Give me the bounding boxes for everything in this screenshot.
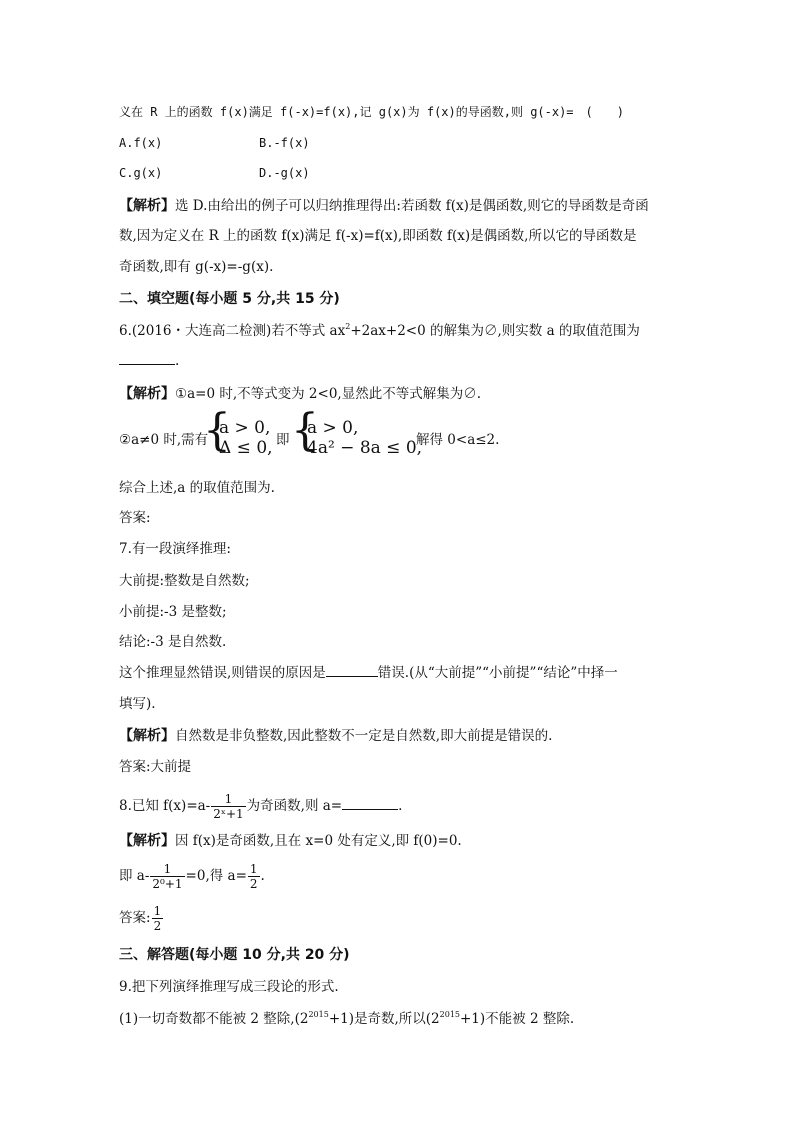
q5-option-d: D.-g(x)	[259, 166, 310, 180]
analysis-tag: 【解析】	[119, 198, 175, 214]
q8-fraction	[211, 792, 245, 821]
q6-case2-prefix: ②a≠0 时,需有	[119, 432, 209, 448]
q6-stem-a: 6.(2016・大连高二检测)若不等式 ax	[119, 323, 346, 339]
q8-answer-blank[interactable]	[342, 797, 398, 810]
q8-answer-numerator: 1	[153, 904, 162, 918]
q6-system-1-row-1: a > 0,	[219, 418, 271, 438]
q5-option-b: B.-f(x)	[259, 136, 310, 150]
q5-option-a: A.f(x)	[119, 136, 163, 150]
q5-analysis-text-1: 选 D.由给出的例子可以归纳推理得出:若函数 f(x)是偶函数,则它的导函数是奇函	[175, 198, 649, 214]
q5-option-c: C.g(x)	[119, 166, 163, 180]
q6-superscript: 2	[345, 322, 351, 331]
q5-analysis-line-1	[119, 197, 649, 215]
q8-line2-fraction-2-denominator: 2	[249, 877, 258, 891]
q8-line2-fraction-denominator: 2⁰+1	[152, 877, 183, 891]
q6-system-mid: 即	[276, 432, 290, 448]
q9-item-1	[119, 1010, 574, 1028]
q9-item1-c: +1)不能被 2 整除.	[460, 1011, 575, 1027]
q8-line2-fraction-2	[248, 862, 260, 891]
q8-analysis	[119, 832, 462, 850]
q5-analysis-line-3: 奇函数,即有 g(-x)=-g(x).	[119, 259, 274, 275]
q8-analysis-line-2	[119, 862, 265, 891]
q8-analysis-text: 因 f(x)是奇函数,且在 x=0 处有定义,即 f(0)=0.	[175, 833, 462, 849]
q8-answer-prefix: 答案:	[119, 910, 151, 926]
q7-minor-premise: 小前提:-3 是整数;	[119, 604, 227, 620]
q8-answer-denominator: 2	[153, 919, 162, 933]
q5-stem: 义在 R 上的函数 f(x)满足 f(-x)=f(x),记 g(x)为 f(x)的导函数,则 g(-x)= ( )	[119, 105, 624, 119]
q8-line2-fraction	[150, 862, 184, 891]
q8-answer	[119, 904, 164, 933]
q6-analysis-text-1: ①a=0 时,不等式变为 2<0,显然此不等式解集为∅.	[175, 386, 481, 402]
q6-answer-blank[interactable]	[119, 352, 175, 365]
q6-summary: 综合上述,a 的取值范围为.	[119, 480, 275, 496]
q7-analysis-text: 自然数是非负整数,因此整数不一定是自然数,即大前提是错误的.	[175, 728, 553, 744]
q5-analysis-line-2: 数,因为定义在 R 上的函数 f(x)满足 f(-x)=f(x),即函数 f(x)是偶函数,所以它的导函数是	[119, 228, 637, 244]
q7-major-premise: 大前提:整数是自然数;	[119, 573, 250, 589]
q6-stem-b: +2ax+2<0 的解集为∅,则实数 a 的取值范围为	[350, 323, 640, 339]
q7-question-a: 这个推理显然错误,则错误的原因是	[119, 665, 326, 681]
q7-question-b: 错误.(从“大前提”“小前提”“结论”中择一	[377, 665, 618, 681]
q9-item1-a: (1)一切奇数都不能被 2 整除,(2	[119, 1011, 309, 1027]
q6-system-2	[307, 418, 422, 458]
q8-stem-b: 为奇函数,则 a=	[246, 798, 343, 814]
q8-fraction-denominator: 2ˣ+1	[213, 807, 244, 821]
q8-line2-fraction-2-numerator: 1	[249, 862, 258, 876]
q6-system-2-row-1: a > 0,	[307, 418, 359, 438]
q8-stem-c: .	[398, 798, 403, 814]
q7-stem: 7.有一段演绎推理:	[119, 541, 231, 557]
q9-superscript-2: 2015	[439, 1010, 460, 1019]
q7-question-line-1	[119, 664, 618, 682]
q8-fraction-numerator: 1	[224, 792, 233, 806]
q6-system-2-row-2: 4a² − 8a ≤ 0,	[307, 438, 423, 458]
section-heading-fill-in: 二、填空题(每小题 5 分,共 15 分)	[119, 291, 340, 307]
q9-item1-b: +1)是奇数,所以(2	[328, 1011, 440, 1027]
left-brace-icon: {	[203, 405, 231, 456]
q8-answer-fraction	[152, 904, 164, 933]
q7-answer: 答案:大前提	[119, 759, 192, 775]
q6-stem	[119, 322, 640, 340]
q6-blank-line	[119, 352, 179, 370]
q6-system-after: 解得 0<a≤2.	[416, 432, 500, 448]
q7-conclusion: 结论:-3 是自然数.	[119, 634, 227, 650]
q6-system-1	[219, 418, 273, 458]
q6-system-1-row-2: Δ ≤ 0,	[219, 438, 273, 458]
q7-question-line-2: 填写).	[119, 696, 156, 712]
q7-analysis	[119, 727, 552, 745]
q6-tail: .	[175, 353, 180, 369]
q6-analysis-line-1	[119, 385, 481, 403]
q7-answer-blank[interactable]	[326, 664, 378, 677]
left-brace-icon: {	[291, 405, 319, 456]
q6-answer: 答案:	[119, 510, 151, 526]
section-heading-solutions: 三、解答题(每小题 10 分,共 20 分)	[119, 947, 350, 963]
q9-superscript-1: 2015	[308, 1010, 329, 1019]
q8-line2-c: .	[260, 868, 265, 884]
q8-line2-b: =0,得 a=	[185, 868, 247, 884]
q8-stem-a: 8.已知 f(x)=a-	[119, 798, 211, 814]
analysis-tag: 【解析】	[119, 386, 175, 402]
analysis-tag: 【解析】	[119, 833, 175, 849]
q8-line2-a: 即 a-	[119, 868, 150, 884]
q9-stem: 9.把下列演绎推理写成三段论的形式.	[119, 979, 339, 995]
q8-line2-fraction-numerator: 1	[163, 862, 172, 876]
analysis-tag: 【解析】	[119, 728, 175, 744]
q8-stem	[119, 792, 402, 821]
